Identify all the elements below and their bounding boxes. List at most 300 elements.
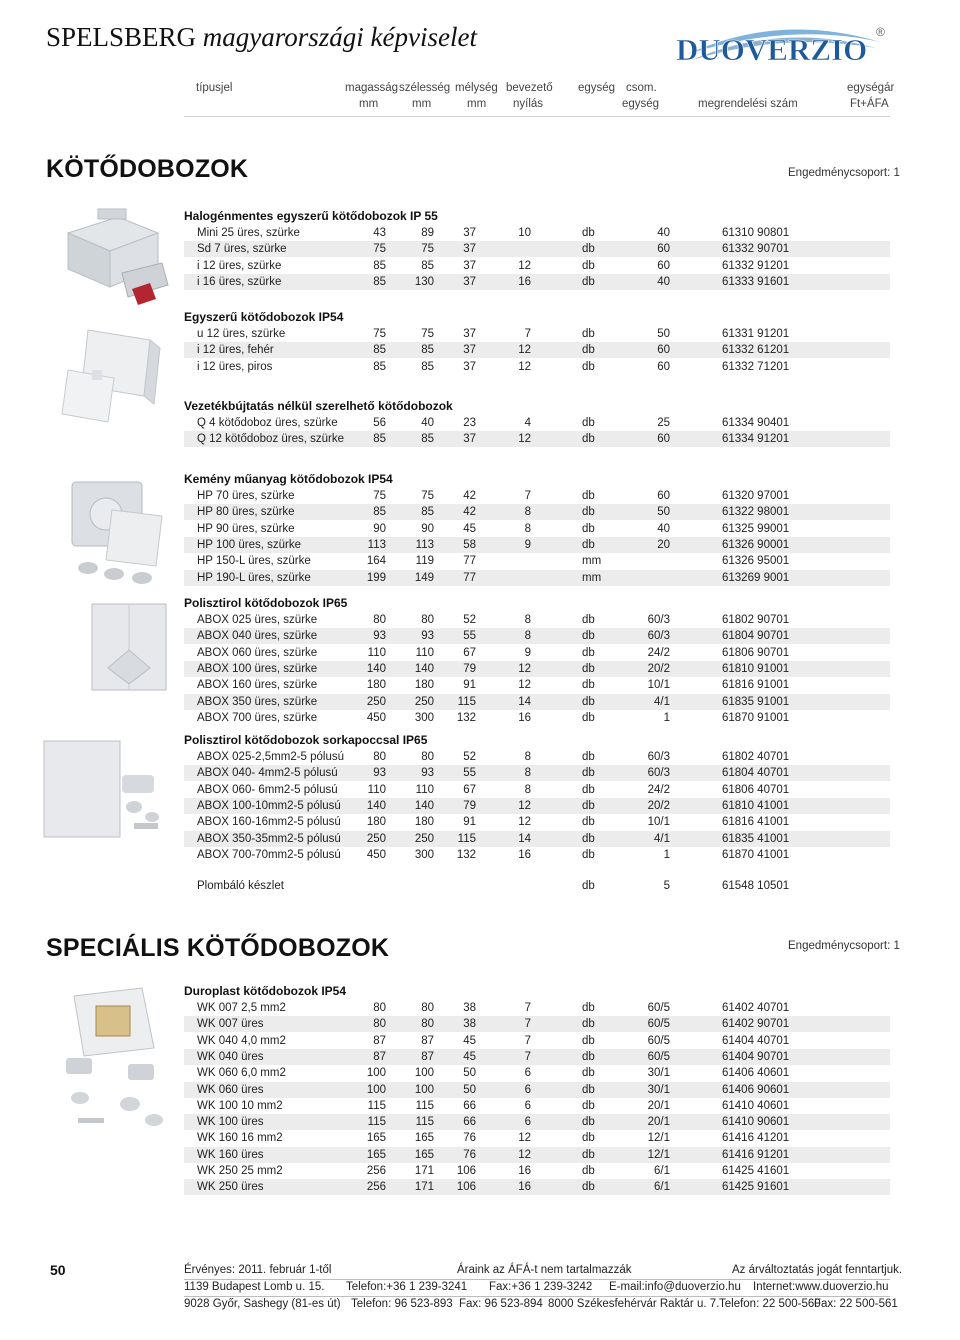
row-unit: db bbox=[582, 751, 595, 763]
row-height: 85 bbox=[373, 433, 386, 445]
row-pack: 12/1 bbox=[647, 1132, 670, 1144]
row-order-number: 61406 90601 bbox=[722, 1084, 790, 1096]
row-width: 140 bbox=[414, 663, 434, 675]
product-image-ip54 bbox=[58, 318, 173, 428]
row-depth: 77 bbox=[463, 572, 476, 584]
row-order-number: 61806 40701 bbox=[722, 784, 790, 796]
row-height: 56 bbox=[373, 417, 386, 429]
row-width: 180 bbox=[414, 679, 434, 691]
row-openings: 8 bbox=[524, 506, 531, 518]
row-pack: 12/1 bbox=[647, 1149, 670, 1161]
row-openings: 9 bbox=[524, 539, 531, 551]
row-type: HP 90 üres, szürke bbox=[197, 523, 295, 535]
row-type: HP 150-L üres, szürke bbox=[197, 555, 311, 567]
footer-divider bbox=[184, 1296, 890, 1297]
row-type: u 12 üres, szürke bbox=[197, 328, 286, 340]
row-order-number: 61816 41001 bbox=[722, 816, 790, 828]
row-type: Sd 7 üres, szürke bbox=[197, 243, 287, 255]
row-openings: 7 bbox=[524, 1035, 531, 1047]
row-type: WK 100 üres bbox=[197, 1116, 264, 1128]
row-pack: 30/1 bbox=[647, 1067, 670, 1079]
row-width: 110 bbox=[415, 784, 434, 796]
row-pack: 60/5 bbox=[647, 1018, 670, 1030]
row-width: 75 bbox=[421, 328, 434, 340]
row-order-number: 61334 91201 bbox=[722, 433, 790, 445]
table-row bbox=[184, 1114, 890, 1130]
col-tipusjel: típusjel bbox=[196, 82, 233, 94]
row-type: ABOX 700-70mm2-5 pólusú bbox=[197, 849, 341, 861]
table-row bbox=[184, 878, 890, 894]
row-width: 250 bbox=[414, 833, 434, 845]
footer-address-gyor: 9028 Győr, Sashegy (81-es út) bbox=[184, 1298, 341, 1310]
row-openings: 6 bbox=[524, 1084, 531, 1096]
table-row bbox=[184, 1049, 890, 1065]
row-type: ABOX 350 üres, szürke bbox=[197, 696, 318, 708]
row-depth: 52 bbox=[463, 614, 476, 626]
row-type: ABOX 160-16mm2-5 pólusú bbox=[197, 816, 341, 828]
row-pack: 40 bbox=[657, 276, 670, 288]
row-openings: 6 bbox=[524, 1067, 531, 1079]
row-depth: 37 bbox=[463, 276, 476, 288]
row-pack: 4/1 bbox=[654, 696, 670, 708]
row-openings: 8 bbox=[524, 630, 531, 642]
table-row bbox=[184, 415, 890, 431]
row-type: ABOX 100 üres, szürke bbox=[197, 663, 318, 675]
table-row bbox=[184, 1163, 890, 1179]
row-height: 85 bbox=[373, 344, 386, 356]
row-order-number: 61332 90701 bbox=[722, 243, 790, 255]
row-width: 250 bbox=[414, 696, 434, 708]
row-depth: 58 bbox=[463, 539, 476, 551]
row-type: ABOX 060 üres, szürke bbox=[197, 647, 318, 659]
row-depth: 42 bbox=[463, 506, 476, 518]
page-title bbox=[46, 22, 477, 53]
row-width: 100 bbox=[414, 1084, 434, 1096]
row-unit: db bbox=[582, 816, 595, 828]
col-magassag-unit: mm bbox=[359, 98, 379, 110]
row-depth: 42 bbox=[463, 490, 476, 502]
row-pack: 50 bbox=[657, 506, 670, 518]
row-unit: db bbox=[582, 1067, 595, 1079]
table-row bbox=[184, 612, 890, 628]
table-row bbox=[184, 274, 890, 290]
row-type: WK 160 16 mm2 bbox=[197, 1132, 283, 1144]
row-pack: 60/3 bbox=[647, 767, 670, 779]
row-depth: 132 bbox=[456, 849, 476, 861]
row-unit: db bbox=[582, 1181, 595, 1193]
row-unit: db bbox=[582, 260, 595, 272]
row-height: 115 bbox=[367, 1116, 386, 1128]
row-unit: db bbox=[582, 328, 595, 340]
row-unit: db bbox=[582, 1116, 595, 1128]
row-pack: 20 bbox=[657, 539, 670, 551]
row-type: WK 040 4,0 mm2 bbox=[197, 1035, 286, 1047]
row-order-number: 61402 40701 bbox=[722, 1002, 790, 1014]
footer-divider bbox=[184, 1279, 890, 1280]
title-subtitle: magyarországi képviselet bbox=[202, 22, 477, 52]
table-row bbox=[184, 677, 890, 693]
section-title-kotodobozok: KÖTŐDOBOZOK bbox=[46, 155, 249, 183]
row-openings: 8 bbox=[524, 767, 531, 779]
group-heading: Vezetékbújtatás nélkül szerelhető kötődobozok bbox=[184, 399, 453, 413]
row-unit: db bbox=[582, 1002, 595, 1014]
row-openings: 16 bbox=[518, 276, 531, 288]
table-row bbox=[184, 710, 890, 726]
row-type: ABOX 025 üres, szürke bbox=[197, 614, 318, 626]
section-discount: Engedménycsoport: 1 bbox=[788, 940, 900, 952]
product-image-abox-terminal bbox=[38, 735, 173, 845]
product-image-abox bbox=[84, 598, 174, 698]
row-depth: 37 bbox=[463, 243, 476, 255]
row-openings: 14 bbox=[518, 696, 531, 708]
col-szelesseg: szélesség bbox=[399, 82, 451, 94]
product-image-halogen bbox=[58, 203, 173, 313]
row-type: ABOX 160 üres, szürke bbox=[197, 679, 318, 691]
row-height: 80 bbox=[373, 1002, 386, 1014]
row-width: 100 bbox=[414, 1067, 434, 1079]
row-height: 165 bbox=[366, 1132, 386, 1144]
row-openings: 9 bbox=[524, 647, 531, 659]
table-row bbox=[184, 628, 890, 644]
row-type: HP 80 üres, szürke bbox=[197, 506, 295, 518]
row-openings: 16 bbox=[518, 849, 531, 861]
row-order-number: 61416 41201 bbox=[722, 1132, 790, 1144]
row-depth: 67 bbox=[463, 784, 476, 796]
row-openings: 8 bbox=[524, 751, 531, 763]
row-order-number: 613269 9001 bbox=[722, 572, 790, 584]
row-order-number: 61404 40701 bbox=[722, 1035, 790, 1047]
row-order-number: 61331 91201 bbox=[722, 328, 790, 340]
page-number: 50 bbox=[50, 1262, 66, 1278]
row-type: WK 007 üres bbox=[197, 1018, 264, 1030]
table-row bbox=[184, 1082, 890, 1098]
row-unit: db bbox=[582, 417, 595, 429]
row-unit: db bbox=[582, 227, 595, 239]
table-row bbox=[184, 431, 890, 447]
row-height: 75 bbox=[373, 328, 386, 340]
row-depth: 106 bbox=[456, 1181, 476, 1193]
row-width: 93 bbox=[421, 767, 434, 779]
row-width: 80 bbox=[421, 1002, 434, 1014]
row-height: 113 bbox=[367, 539, 386, 551]
row-width: 93 bbox=[421, 630, 434, 642]
table-row bbox=[184, 1147, 890, 1163]
row-unit: db bbox=[582, 1035, 595, 1047]
row-order-number: 61332 71201 bbox=[722, 361, 790, 373]
row-type: WK 007 2,5 mm2 bbox=[197, 1002, 286, 1014]
row-width: 87 bbox=[421, 1051, 434, 1063]
product-image-wk bbox=[58, 978, 173, 1148]
row-pack: 60 bbox=[657, 344, 670, 356]
row-type: WK 100 10 mm2 bbox=[197, 1100, 283, 1112]
row-openings: 8 bbox=[524, 523, 531, 535]
row-width: 85 bbox=[421, 361, 434, 373]
row-order-number: 61334 90401 bbox=[722, 417, 790, 429]
row-type: ABOX 350-35mm2-5 pólusú bbox=[197, 833, 341, 845]
table-row bbox=[184, 831, 890, 847]
row-order-number: 61332 61201 bbox=[722, 344, 790, 356]
row-height: 180 bbox=[366, 679, 386, 691]
footer-rights: Az árváltoztatás jogát fenntartjuk. bbox=[732, 1264, 903, 1276]
table-row bbox=[184, 782, 890, 798]
row-pack: 50 bbox=[657, 328, 670, 340]
row-height: 90 bbox=[373, 523, 386, 535]
table-row bbox=[184, 645, 890, 661]
row-width: 119 bbox=[415, 555, 434, 567]
row-type: WK 060 üres bbox=[197, 1084, 264, 1096]
row-openings: 10 bbox=[518, 227, 531, 239]
row-unit: db bbox=[582, 523, 595, 535]
row-openings: 6 bbox=[524, 1116, 531, 1128]
row-width: 80 bbox=[421, 614, 434, 626]
row-pack: 5 bbox=[663, 880, 670, 892]
row-order-number: 61548 10501 bbox=[722, 880, 790, 892]
row-width: 300 bbox=[414, 712, 434, 724]
table-row bbox=[184, 537, 890, 553]
row-order-number: 61326 95001 bbox=[722, 555, 790, 567]
row-pack: 60/3 bbox=[647, 751, 670, 763]
row-order-number: 61322 98001 bbox=[722, 506, 790, 518]
row-height: 256 bbox=[366, 1165, 386, 1177]
row-type: i 12 üres, piros bbox=[197, 361, 273, 373]
row-pack: 60 bbox=[657, 361, 670, 373]
row-width: 115 bbox=[415, 1100, 434, 1112]
row-width: 171 bbox=[414, 1165, 434, 1177]
row-depth: 115 bbox=[457, 833, 476, 845]
row-order-number: 61333 91601 bbox=[722, 276, 790, 288]
table-row bbox=[184, 570, 890, 586]
row-depth: 115 bbox=[457, 696, 476, 708]
table-row bbox=[184, 814, 890, 830]
footer-email[interactable]: E-mail:info@duoverzio.hu bbox=[609, 1281, 741, 1293]
table-row bbox=[184, 1000, 890, 1016]
row-width: 75 bbox=[421, 490, 434, 502]
row-depth: 23 bbox=[463, 417, 476, 429]
row-depth: 106 bbox=[456, 1165, 476, 1177]
row-height: 250 bbox=[366, 833, 386, 845]
row-type: WK 060 6,0 mm2 bbox=[197, 1067, 286, 1079]
row-unit: mm bbox=[582, 572, 602, 584]
row-openings: 12 bbox=[518, 1132, 531, 1144]
col-egyseg: egység bbox=[578, 82, 616, 94]
footer-fax-bp: Fax:+36 1 239-3242 bbox=[489, 1281, 593, 1293]
row-pack: 20/2 bbox=[647, 800, 670, 812]
row-depth: 91 bbox=[463, 816, 476, 828]
row-depth: 66 bbox=[463, 1116, 476, 1128]
table-row bbox=[184, 359, 890, 375]
row-height: 93 bbox=[373, 630, 386, 642]
row-type: ABOX 060- 6mm2-5 pólusú bbox=[197, 784, 338, 796]
row-order-number: 61402 90701 bbox=[722, 1018, 790, 1030]
row-unit: db bbox=[582, 276, 595, 288]
row-openings: 7 bbox=[524, 1002, 531, 1014]
row-unit: db bbox=[582, 647, 595, 659]
row-height: 140 bbox=[366, 663, 386, 675]
row-pack: 60/5 bbox=[647, 1051, 670, 1063]
row-pack: 4/1 bbox=[654, 833, 670, 845]
col-egysegar-2: Ft+ÁFA bbox=[850, 98, 889, 110]
row-pack: 20/1 bbox=[647, 1100, 670, 1112]
footer-website[interactable]: Internet:www.duoverzio.hu bbox=[753, 1281, 889, 1293]
row-openings: 4 bbox=[524, 417, 531, 429]
row-type: WK 160 üres bbox=[197, 1149, 264, 1161]
row-pack: 24/2 bbox=[647, 784, 670, 796]
row-pack: 10/1 bbox=[647, 816, 670, 828]
row-width: 171 bbox=[414, 1181, 434, 1193]
row-pack: 10/1 bbox=[647, 679, 670, 691]
table-row bbox=[184, 553, 890, 569]
row-order-number: 61410 40601 bbox=[722, 1100, 790, 1112]
row-depth: 37 bbox=[463, 260, 476, 272]
row-height: 75 bbox=[373, 243, 386, 255]
row-width: 90 bbox=[421, 523, 434, 535]
row-width: 40 bbox=[421, 417, 434, 429]
row-depth: 79 bbox=[463, 800, 476, 812]
row-height: 115 bbox=[367, 1100, 386, 1112]
row-unit: db bbox=[582, 344, 595, 356]
row-order-number: 61425 41601 bbox=[722, 1165, 790, 1177]
table-row bbox=[184, 342, 890, 358]
row-height: 80 bbox=[373, 751, 386, 763]
row-height: 165 bbox=[366, 1149, 386, 1161]
row-type: i 12 üres, fehér bbox=[197, 344, 274, 356]
row-openings: 16 bbox=[518, 1165, 531, 1177]
row-order-number: 61870 91001 bbox=[722, 712, 790, 724]
col-csom: csom. bbox=[626, 82, 657, 94]
row-openings: 16 bbox=[518, 1181, 531, 1193]
row-unit: db bbox=[582, 767, 595, 779]
row-openings: 12 bbox=[518, 663, 531, 675]
row-pack: 6/1 bbox=[654, 1165, 670, 1177]
row-unit: db bbox=[582, 696, 595, 708]
group-heading: Kemény műanyag kötődobozok IP54 bbox=[184, 472, 393, 486]
row-depth: 45 bbox=[463, 1035, 476, 1047]
row-order-number: 61804 90701 bbox=[722, 630, 790, 642]
row-depth: 55 bbox=[463, 767, 476, 779]
row-openings: 6 bbox=[524, 1100, 531, 1112]
footer-prices-note: Áraink az ÁFÁ-t nem tartalmazzák bbox=[457, 1264, 632, 1276]
row-depth: 132 bbox=[456, 712, 476, 724]
table-row bbox=[184, 1098, 890, 1114]
row-depth: 76 bbox=[463, 1149, 476, 1161]
section-title-specialis: SPECIÁLIS KÖTŐDOBOZOK bbox=[46, 934, 390, 962]
table-row bbox=[184, 241, 890, 257]
row-order-number: 61406 40601 bbox=[722, 1067, 790, 1079]
col-rendelesi: megrendelési szám bbox=[698, 98, 798, 110]
row-depth: 66 bbox=[463, 1100, 476, 1112]
row-type: HP 100 üres, szürke bbox=[197, 539, 301, 551]
row-depth: 37 bbox=[463, 361, 476, 373]
row-order-number: 61802 90701 bbox=[722, 614, 790, 626]
row-openings: 8 bbox=[524, 784, 531, 796]
row-width: 149 bbox=[414, 572, 434, 584]
row-pack: 24/2 bbox=[647, 647, 670, 659]
table-row bbox=[184, 488, 890, 504]
row-depth: 38 bbox=[463, 1002, 476, 1014]
row-order-number: 61810 91001 bbox=[722, 663, 790, 675]
row-height: 85 bbox=[373, 260, 386, 272]
table-row bbox=[184, 847, 890, 863]
row-openings: 12 bbox=[518, 361, 531, 373]
row-type: ABOX 040 üres, szürke bbox=[197, 630, 318, 642]
col-csom-2: egység bbox=[622, 98, 660, 110]
row-height: 110 bbox=[367, 784, 386, 796]
title-brand: SPELSBERG bbox=[46, 22, 197, 52]
row-openings: 12 bbox=[518, 800, 531, 812]
table-row bbox=[184, 326, 890, 342]
row-unit: db bbox=[582, 614, 595, 626]
row-unit: db bbox=[582, 784, 595, 796]
row-pack: 60 bbox=[657, 490, 670, 502]
row-unit: db bbox=[582, 663, 595, 675]
row-depth: 37 bbox=[463, 433, 476, 445]
table-row bbox=[184, 1016, 890, 1032]
row-height: 87 bbox=[373, 1035, 386, 1047]
group-heading: Duroplast kötődobozok IP54 bbox=[184, 984, 347, 998]
row-openings: 12 bbox=[518, 433, 531, 445]
table-row bbox=[184, 1179, 890, 1195]
row-openings: 7 bbox=[524, 1051, 531, 1063]
row-height: 450 bbox=[366, 712, 386, 724]
col-egysegar: egységár bbox=[847, 82, 895, 94]
row-height: 180 bbox=[366, 816, 386, 828]
row-width: 165 bbox=[414, 1132, 434, 1144]
row-order-number: 61332 91201 bbox=[722, 260, 790, 272]
row-unit: db bbox=[582, 679, 595, 691]
row-openings: 7 bbox=[524, 1018, 531, 1030]
row-order-number: 61835 41001 bbox=[722, 833, 790, 845]
table-row bbox=[184, 504, 890, 520]
footer-fax-szfv: Fax: 22 500-561 bbox=[814, 1298, 898, 1310]
row-width: 85 bbox=[421, 344, 434, 356]
row-order-number: 61806 90701 bbox=[722, 647, 790, 659]
row-order-number: 61802 40701 bbox=[722, 751, 790, 763]
row-openings: 16 bbox=[518, 712, 531, 724]
svg-text:DUOVERZIO: DUOVERZIO bbox=[676, 32, 868, 67]
row-unit: db bbox=[582, 433, 595, 445]
row-depth: 76 bbox=[463, 1132, 476, 1144]
row-order-number: 61320 97001 bbox=[722, 490, 790, 502]
row-unit: db bbox=[582, 506, 595, 518]
row-pack: 20/1 bbox=[647, 1116, 670, 1128]
row-width: 110 bbox=[415, 647, 434, 659]
row-height: 85 bbox=[373, 361, 386, 373]
table-row bbox=[184, 798, 890, 814]
row-type: Plombáló készlet bbox=[197, 880, 284, 892]
product-image-hp bbox=[58, 470, 173, 590]
row-pack: 20/2 bbox=[647, 663, 670, 675]
row-height: 80 bbox=[373, 614, 386, 626]
row-width: 85 bbox=[421, 433, 434, 445]
row-unit: db bbox=[582, 539, 595, 551]
footer-phone-szfv: Telefon: 22 500-560 bbox=[719, 1298, 821, 1310]
row-openings: 7 bbox=[524, 490, 531, 502]
row-height: 43 bbox=[373, 227, 386, 239]
row-order-number: 61870 41001 bbox=[722, 849, 790, 861]
row-unit: db bbox=[582, 1149, 595, 1161]
row-width: 113 bbox=[415, 539, 434, 551]
row-depth: 52 bbox=[463, 751, 476, 763]
table-row bbox=[184, 765, 890, 781]
row-height: 450 bbox=[366, 849, 386, 861]
row-depth: 37 bbox=[463, 328, 476, 340]
row-depth: 50 bbox=[463, 1067, 476, 1079]
header-divider bbox=[184, 116, 890, 117]
row-pack: 30/1 bbox=[647, 1084, 670, 1096]
row-unit: db bbox=[582, 849, 595, 861]
row-height: 199 bbox=[366, 572, 386, 584]
row-unit: db bbox=[582, 1165, 595, 1177]
